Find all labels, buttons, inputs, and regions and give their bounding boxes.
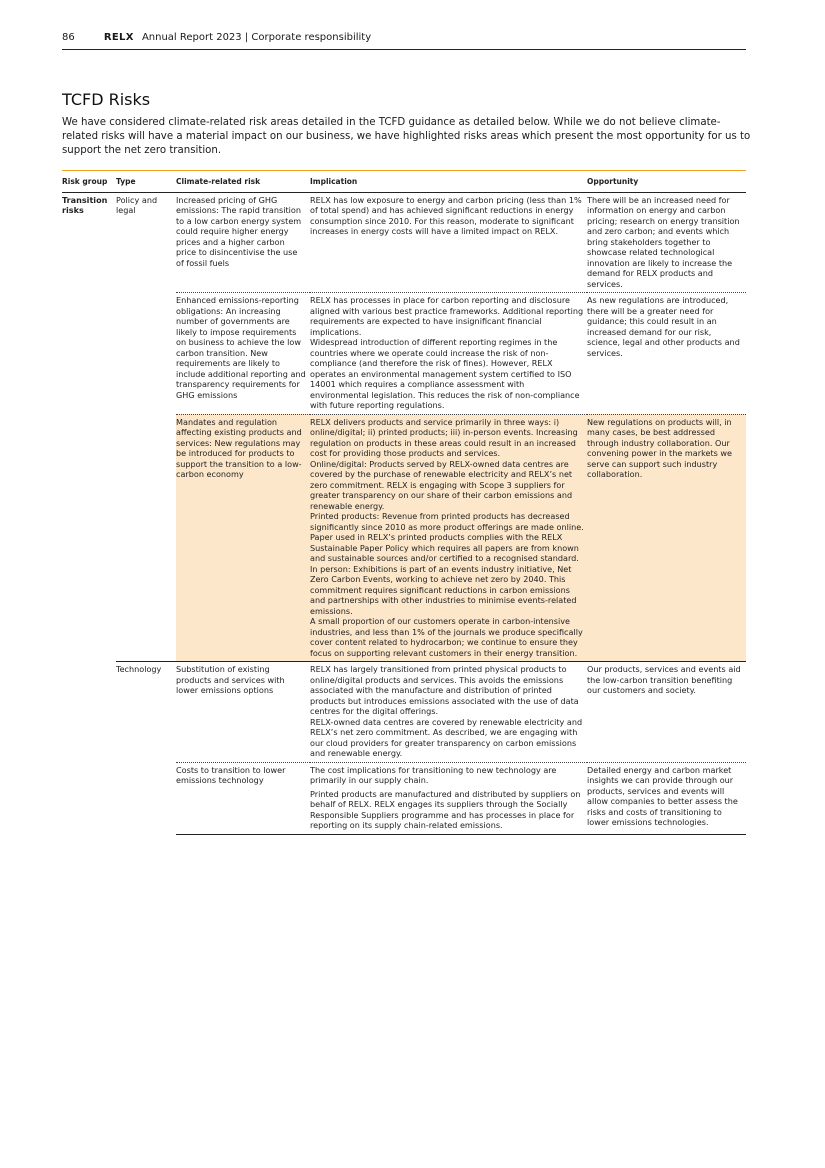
- table-row: [62, 662, 746, 763]
- table-row: [62, 192, 746, 293]
- opportunity-cell: Detailed energy and carbon market insights we can provide through our products, services and events will allow companies to better assess the risks and costs of transitioning to lower emissions technologies.: [587, 762, 746, 834]
- implication-text: RELX has low exposure to energy and carbon pricing (less than 1% of total spend) and has achieved significant reductions in energy consumption since 2010. For this reason, moderate to significant increases in energy costs will have a limited impact on RELX.: [310, 194, 582, 236]
- intro-paragraph: We have considered climate-related risk areas detailed in the TCFD guidance as detailed below. While we do not believe climate-related risks will have a material impact on our business, we have highlighted risks areas which present the most opportunity for us to support the net zero transition.: [62, 117, 751, 156]
- col-header-opportunity: Opportunity: [587, 175, 746, 192]
- brand-logo-text: RELX: [103, 32, 134, 43]
- table-header-row: [62, 175, 746, 192]
- opportunity-cell: Our products, services and events aid the low-carbon transition benefiting our customers and society.: [587, 662, 746, 763]
- implication-text: In person: Exhibitions is part of an events industry initiative, Net Zero Carbon Events, working to achieve net zero by 2040. This commitment requires significant reductions in carbon emissions and partnerships with other industries to minimise events-related emissions.: [310, 563, 577, 616]
- col-header-implication: Implication: [310, 175, 587, 192]
- col-header-climate-risk: Climate-related risk: [176, 175, 310, 192]
- implication-text: Printed products are manufactured and distributed by suppliers on behalf of RELX. RELX engages its suppliers through the Socially Responsible Suppliers programme and has processes in place for reporting on its supply chain-related emissions.: [310, 788, 581, 830]
- implication-text: RELX-owned data centres are covered by renewable electricity and RELX’s net zero commitment. As described, we are engaging with our cloud providers for greater transparency on carbon emissions and renewable energy.: [310, 716, 583, 758]
- implication-cell: [310, 662, 587, 763]
- implication-text: RELX has processes in place for carbon reporting and disclosure aligned with various best practice frameworks. Additional reporting requirements are expected to have insignificant financial implications.: [310, 295, 584, 337]
- implication-text: Widespread introduction of different reporting regimes in the countries where we operate could increase the risk of non-compliance (and therefore the risk of fines). However, RELX operates an environmental management system certified to ISO 14001 which requires a compliance assessment with environmental legislation. This reduces the risk of non-compliance with future reporting regulations.: [310, 337, 580, 410]
- implication-cell: [310, 762, 587, 834]
- implication-text: Online/digital: Products served by RELX-owned data centres are covered by the purchase of renewable electricity and RELX’s net zero commitment. RELX is engaging with Scope 3 suppliers for greater transparency on our share of their carbon emissions and renewable energy.: [310, 458, 573, 511]
- risk-cell: Mandates and regulation affecting existing products and services: New regulations may be introduced for products to support the transition to a low-carbon economy: [176, 414, 310, 662]
- risk-group-cell: Transition risks: [62, 194, 108, 215]
- implication-text: The cost implications for transitioning to new technology are primarily in our supply chain.: [310, 764, 557, 785]
- opportunity-cell: As new regulations are introduced, there will be a greater need for guidance; this could result in an increased demand for our risk, science, legal and other products and services.: [587, 293, 746, 415]
- type-cell-policy: Policy and legal: [116, 194, 158, 215]
- page-header: [62, 31, 746, 50]
- risk-cell: Increased pricing of GHG emissions: The rapid transition to a low carbon energy system could require higher energy prices and a higher carbon price to disincentivise the use of fossil fuels: [176, 192, 310, 293]
- implication-cell: [310, 414, 587, 662]
- page-number: 86: [62, 32, 75, 43]
- opportunity-cell: New regulations on products will, in many cases, be best addressed through industry collaboration. Our convening power in the markets we serve can support such industry collaboration.: [587, 414, 746, 662]
- section-title: TCFD Risks: [62, 90, 151, 109]
- implication-text: Printed products: Revenue from printed products has decreased significantly since 2010 as more product offerings are made online. Paper used in RELX’s printed products complies with the RELX Sustainable Paper Policy which requires all papers are from known and sustainable sources and/or certified to a recognised standard.: [310, 511, 584, 563]
- risk-cell: Substitution of existing products and services with lower emissions options: [176, 662, 310, 763]
- implication-cell: [310, 192, 587, 293]
- col-header-type: Type: [116, 175, 176, 192]
- risk-cell: Enhanced emissions-reporting obligations: An increasing number of governments are likely to impose requirements on business to achieve the low carbon transition. New requirements are likely to include additional reporting and transparency requirements for GHG emissions: [176, 293, 310, 415]
- implication-cell: [310, 293, 587, 415]
- report-title: Annual Report 2023 | Corporate responsibility: [141, 32, 372, 43]
- implication-text: A small proportion of our customers operate in carbon-intensive industries, and less than 1% of the journals we produce specifically cover content related to hydrocarbon; we continue to ensure they focus on supporting relevant customers in their energy transition.: [310, 616, 583, 658]
- tcfd-risks-table: [62, 175, 746, 835]
- risk-cell: Costs to transition to lower emissions technology: [176, 762, 310, 834]
- type-cell-technology: Technology: [116, 662, 176, 835]
- opportunity-cell: There will be an increased need for information on energy and carbon pricing; research on energy transition and zero carbon; and events which bring stakeholders together to showcase related technological innovation are likely to increase the demand for RELX products and services.: [587, 192, 746, 293]
- implication-text: RELX delivers products and service primarily in three ways: i) online/digital; ii) printed products; iii) in-person events. Increasing regulation on products in these areas could result in an increased cost for providing those products and services.: [310, 416, 578, 458]
- col-header-risk-group: Risk group: [62, 175, 116, 192]
- orange-divider: [62, 170, 746, 171]
- implication-text: RELX has largely transitioned from printed physical products to online/digital products and services. This avoids the emissions associated with the manufacture and distribution of printed products but introduces emissions associated with the use of data centres for the digital offerings.: [310, 664, 579, 716]
